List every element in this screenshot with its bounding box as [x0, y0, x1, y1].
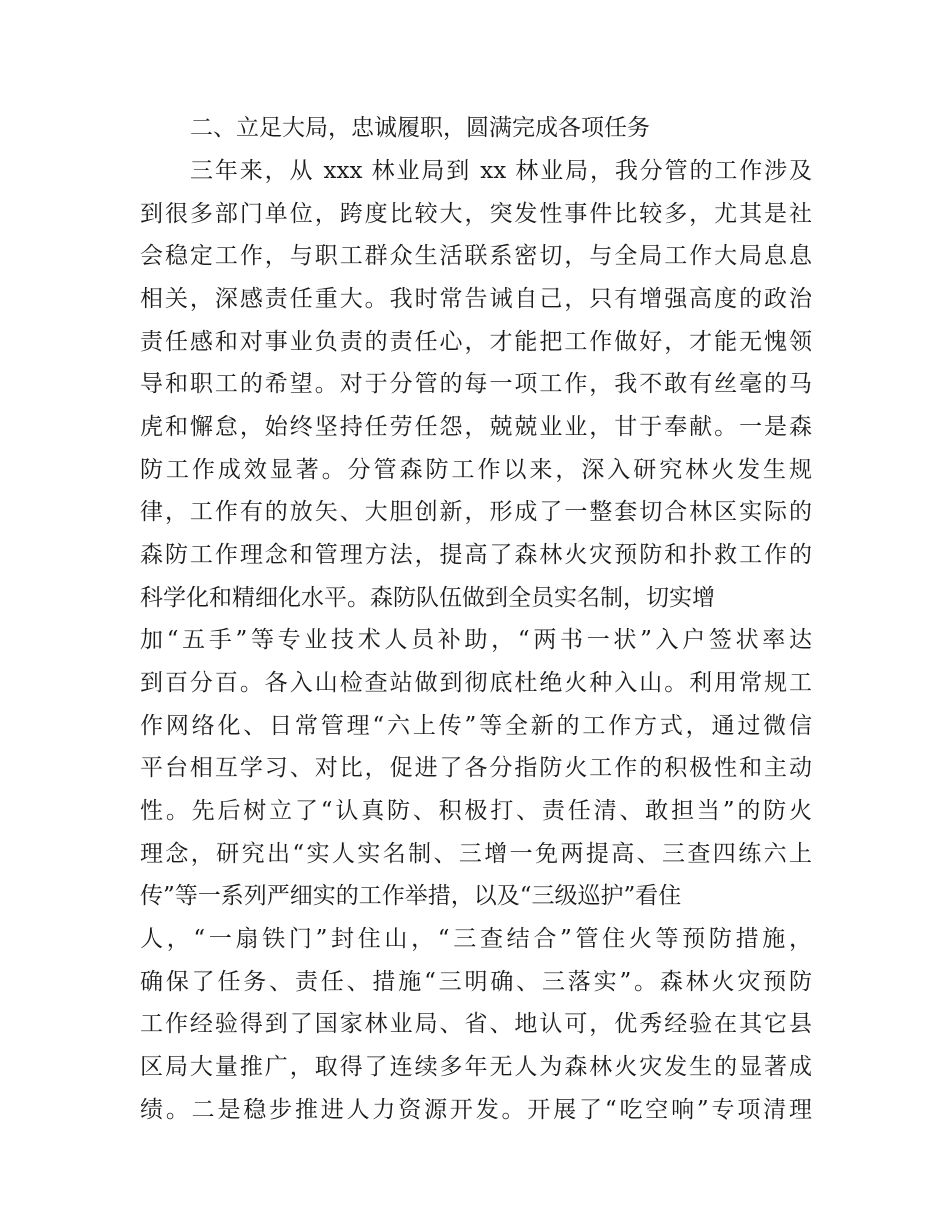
section-heading: 二、立足大局，忠诚履职，圆满完成各项任务 [190, 115, 650, 141]
paragraph-line: 律，工作有的放矢、大胆创新，形成了一整套切合林区实际的 [140, 499, 812, 525]
paragraph-line: 工作经验得到了国家林业局、省、地认可，优秀经验在其它县 [140, 1011, 812, 1037]
paragraph-line: 到百分百。各入山检查站做到彻底杜绝火种入山。利用常规工 [140, 670, 812, 696]
paragraph-line: 三年来，从 xxx 林业局到 xx 林业局，我分管的工作涉及 [190, 158, 812, 184]
paragraph-line: 相关，深感责任重大。我时常告诫自己，只有增强高度的政治 [140, 286, 812, 312]
paragraph-line: 区局大量推广，取得了连续多年无人为森林火灾发生的显著成 [140, 1054, 812, 1080]
paragraph-line: 科学化和精细化水平。森防队伍做到全员实名制，切实增 [140, 585, 715, 611]
paragraph-line: 传”等一系列严细实的工作举措，以及“三级巡护”看住 [140, 883, 682, 909]
paragraph-line: 森防工作理念和管理方法，提高了森林火灾预防和扑救工作的 [140, 542, 812, 568]
paragraph-line: 导和职工的希望。对于分管的每一项工作，我不敢有丝毫的马 [140, 371, 812, 397]
paragraph-line: 确保了任务、责任、措施“三明确、三落实”。森林火灾预防 [140, 969, 812, 995]
paragraph-line: 绩。二是稳步推进人力资源开发。开展了“吃空响”专项清理 [140, 1097, 812, 1123]
paragraph-line: 防工作成效显著。分管森防工作以来，深入研究林火发生规 [140, 457, 812, 483]
paragraph-line: 性。先后树立了“认真防、积极打、责任清、敢担当”的防火 [140, 798, 812, 824]
paragraph-line: 会稳定工作，与职工群众生活联系密切，与全局工作大局息息 [140, 243, 812, 269]
paragraph-line: 责任感和对事业负责的责任心，才能把工作做好，才能无愧领 [140, 329, 812, 355]
paragraph-line: 平台相互学习、对比，促进了各分指防火工作的积极性和主动 [140, 755, 812, 781]
paragraph-line: 作网络化、日常管理“六上传”等全新的工作方式，通过微信 [140, 713, 812, 739]
paragraph-line: 加“五手”等专业技术人员补助，“两书一状”入户签状率达 [140, 627, 812, 653]
paragraph-line: 到很多部门单位，跨度比较大，突发性事件比较多，尤其是社 [140, 201, 812, 227]
paragraph-line: 虎和懈怠，始终坚持任劳任怨，兢兢业业，甘于奉献。一是森 [140, 414, 812, 440]
paragraph-line: 理念，研究出“实人实名制、三增一免两提高、三查四练六上 [140, 841, 812, 867]
paragraph-line: 人，“一扇铁门”封住山，“三查结合”管住火等预防措施， [140, 926, 812, 952]
